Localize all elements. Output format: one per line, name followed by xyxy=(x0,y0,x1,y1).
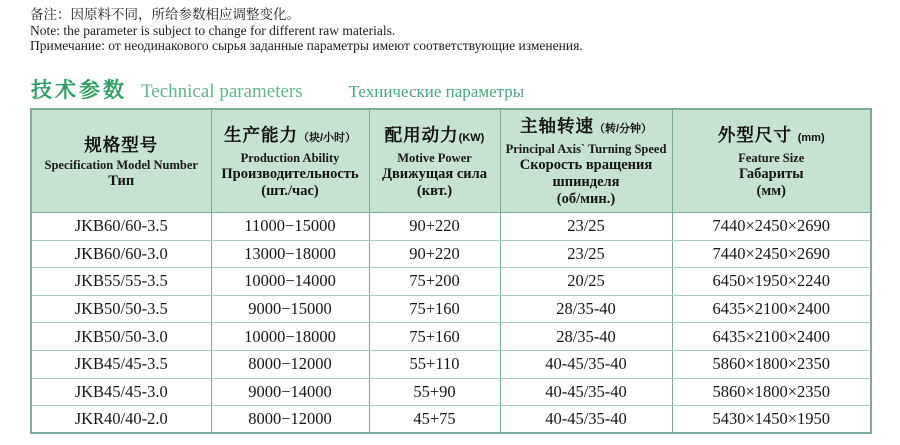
table-row xyxy=(31,406,871,434)
cell-speed: 23/25 xyxy=(500,240,672,268)
header-ru-label: Производительность xyxy=(221,165,359,182)
cell-speed: 40-45/35-40 xyxy=(500,406,672,434)
cell-production: 10000−18000 xyxy=(211,323,369,351)
cell-dimensions: 5860×1800×2350 xyxy=(672,350,871,378)
header-spindle-speed xyxy=(500,109,672,213)
cell-production: 9000−15000 xyxy=(211,295,369,323)
cell-dimensions: 6450×1950×2240 xyxy=(672,268,871,296)
cell-production: 11000−15000 xyxy=(211,213,369,241)
cell-model: JKB60/60-3.0 xyxy=(31,240,211,268)
header-zh-unit: （块/小时） xyxy=(297,131,357,144)
cell-dimensions: 5430×1450×1950 xyxy=(672,406,871,434)
table-row xyxy=(31,350,871,378)
cell-model: JKB45/45-3.0 xyxy=(31,378,211,406)
cell-speed: 28/35-40 xyxy=(500,323,672,351)
header-specification-model xyxy=(31,109,211,213)
header-ru-label: Тип xyxy=(108,172,135,189)
cell-power: 75+160 xyxy=(369,295,500,323)
header-zh-unit: （转/分钟） xyxy=(593,123,653,135)
table-header-row xyxy=(31,109,871,213)
cell-power: 55+110 xyxy=(369,350,500,378)
cell-production: 8000−12000 xyxy=(211,350,369,378)
header-ru-unit: (шт./час) xyxy=(261,182,319,199)
cell-model: JKB60/60-3.5 xyxy=(31,213,211,241)
cell-power: 45+75 xyxy=(369,406,500,434)
table-row xyxy=(31,213,871,241)
note-line-zh: 备注：因原料不同，所给参数相应调整变化。 xyxy=(30,7,300,22)
header-ru-unit: (квт.) xyxy=(416,182,453,199)
header-en-label: Principal Axis` Turning Speed xyxy=(505,142,667,156)
cell-production: 9000−14000 xyxy=(211,378,369,406)
cell-model: JKB55/55-3.5 xyxy=(31,268,211,296)
note-line-ru: Примечание: от неодинакового сырья заданные параметры имеют соответствующие изменения. xyxy=(30,38,583,53)
table-row xyxy=(31,240,871,268)
header-production-ability xyxy=(211,109,369,213)
table-row xyxy=(31,323,871,351)
cell-dimensions: 6435×2100×2400 xyxy=(672,323,871,351)
section-title xyxy=(31,74,524,104)
header-en-label: Motive Power xyxy=(397,150,472,165)
cell-speed: 23/25 xyxy=(500,213,672,241)
header-zh-unit: (mm) xyxy=(797,131,825,144)
cell-model: JKB45/45-3.5 xyxy=(31,350,211,378)
cell-production: 10000−14000 xyxy=(211,268,369,296)
cell-production: 13000−18000 xyxy=(211,240,369,268)
header-en-label: Feature Size xyxy=(738,150,805,165)
header-zh-label: 外型尺寸 (mm) xyxy=(717,124,825,145)
cell-production: 8000−12000 xyxy=(211,406,369,434)
note-line-en: Note: the parameter is subject to change for different raw materials. xyxy=(30,22,396,38)
header-ru-label: Движущая сила xyxy=(381,165,488,182)
cell-model: JKB50/50-3.5 xyxy=(31,295,211,323)
cell-dimensions: 5860×1800×2350 xyxy=(672,378,871,406)
table-row xyxy=(31,295,871,323)
cell-power: 55+90 xyxy=(369,378,500,406)
section-title-en: Technical parameters xyxy=(141,81,303,102)
cell-speed: 40-45/35-40 xyxy=(500,350,672,378)
cell-power: 90+220 xyxy=(369,213,500,241)
table-row xyxy=(31,378,871,406)
cell-model: JKR40/40-2.0 xyxy=(31,406,211,434)
header-zh-label: 规格型号 xyxy=(84,134,159,155)
header-zh-unit: (KW) xyxy=(458,131,485,144)
cell-model: JKB50/50-3.0 xyxy=(31,323,211,351)
table-row xyxy=(31,268,871,296)
header-zh-label: 主轴转速（转/分钟） xyxy=(519,116,653,136)
header-motive-power xyxy=(369,109,500,213)
header-ru-label: Скорость вращения шпинделя xyxy=(519,157,653,190)
header-notes xyxy=(30,7,583,54)
cell-speed: 20/25 xyxy=(500,268,672,296)
header-zh-label: 配用动力(KW) xyxy=(384,124,485,145)
section-title-ru: Технические параметры xyxy=(348,82,525,101)
header-ru-unit: (об/мин.) xyxy=(556,191,616,207)
header-ru-label: Габариты xyxy=(738,165,804,182)
cell-dimensions: 7440×2450×2690 xyxy=(672,213,871,241)
header-en-label: Production Ability xyxy=(240,150,340,165)
section-title-zh: 技术参数 xyxy=(31,79,127,102)
cell-power: 75+200 xyxy=(369,268,500,296)
header-feature-size xyxy=(672,109,871,213)
cell-power: 75+160 xyxy=(369,323,500,351)
header-ru-unit: (мм) xyxy=(756,182,786,199)
technical-parameters-table xyxy=(30,108,872,434)
header-en-label: Specification Model Number xyxy=(44,157,198,172)
cell-dimensions: 6435×2100×2400 xyxy=(672,295,871,323)
cell-speed: 40-45/35-40 xyxy=(500,378,672,406)
cell-power: 90+220 xyxy=(369,240,500,268)
cell-dimensions: 7440×2450×2690 xyxy=(672,240,871,268)
header-zh-label: 生产能力（块/小时） xyxy=(223,124,357,145)
cell-speed: 28/35-40 xyxy=(500,295,672,323)
